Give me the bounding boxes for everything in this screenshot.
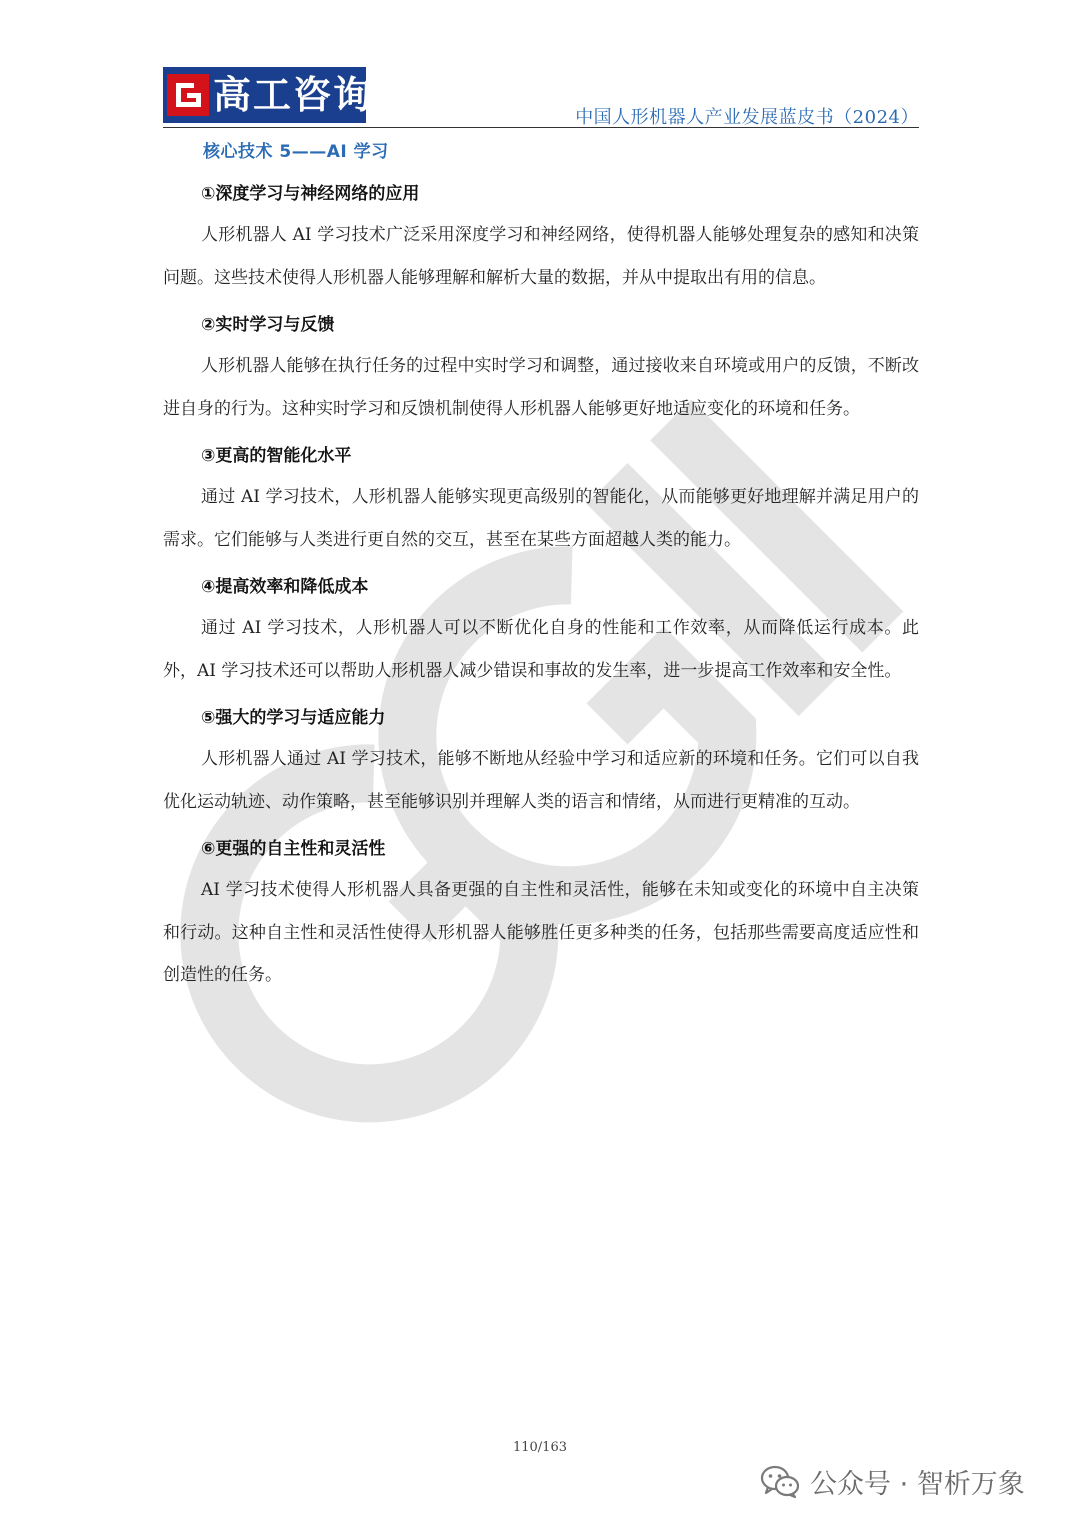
document-title: 中国人形机器人产业发展蓝皮书（2024） xyxy=(575,107,919,128)
logo-g-icon xyxy=(167,74,209,116)
wechat-watermark xyxy=(760,1462,1025,1501)
logo-text: 高工咨询 xyxy=(213,73,374,117)
item-body-3: 通过 AI 学习技术，人形机器人能够实现更高级别的智能化，从而能够更好地理解并满足用户的需求。它们能够与人类进行更自然的交互，甚至在某些方面超越人类的能力。 xyxy=(163,487,919,550)
header-divider xyxy=(163,127,919,128)
section-title: 核心技术 5——AI 学习 xyxy=(203,142,389,162)
item-body-2: 人形机器人能够在执行任务的过程中实时学习和调整，通过接收来自环境或用户的反馈，不断改进自身的行为。这种实时学习和反馈机制使得人形机器人能够更好地适应变化的环境和任务。 xyxy=(163,356,919,419)
item-heading-1: ①深度学习与神经网络的应用 xyxy=(201,184,420,204)
item-body-1: 人形机器人 AI 学习技术广泛采用深度学习和神经网络，使得机器人能够处理复杂的感知和决策问题。这些技术使得人形机器人能够理解和解析大量的数据，并从中提取出有用的信息。 xyxy=(163,225,919,288)
item-heading-5: ⑤强大的学习与适应能力 xyxy=(201,708,386,728)
item-body-6: AI 学习技术使得人形机器人具备更强的自主性和灵活性，能够在未知或变化的环境中自主决策和行动。这种自主性和灵活性使得人形机器人能够胜任更多种类的任务，包括那些需要高度适应性和创造性的任务。 xyxy=(163,880,919,985)
item-heading-3: ③更高的智能化水平 xyxy=(201,446,352,466)
item-heading-2: ②实时学习与反馈 xyxy=(201,315,335,335)
item-body-5: 人形机器人通过 AI 学习技术，能够不断地从经验中学习和适应新的环境和任务。它们可以自我优化运动轨迹、动作策略，甚至能够识别并理解人类的语言和情绪，从而进行更精准的互动。 xyxy=(163,749,919,812)
company-logo xyxy=(163,67,374,123)
wechat-label: 公众号 · 智析万象 xyxy=(810,1469,1025,1500)
item-heading-6: ⑥更强的自主性和灵活性 xyxy=(201,839,386,859)
page-content xyxy=(163,136,919,997)
page-number: 110/163 xyxy=(512,1440,567,1455)
wechat-icon xyxy=(760,1465,800,1499)
item-body-4: 通过 AI 学习技术，人形机器人可以不断优化自身的性能和工作效率，从而降低运行成本。此外，AI 学习技术还可以帮助人形机器人减少错误和事故的发生率，进一步提高工作效率和安全性。 xyxy=(163,618,919,681)
item-heading-4: ④提高效率和降低成本 xyxy=(201,577,369,597)
